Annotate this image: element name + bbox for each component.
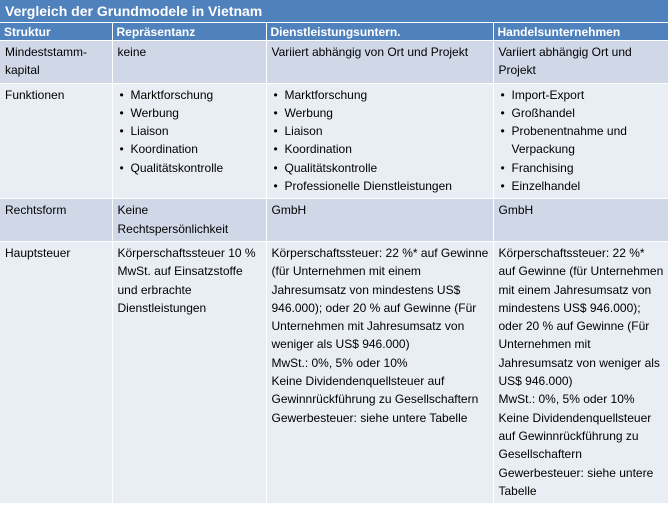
list-item: • Einzelhandel [499, 177, 664, 195]
list-item: • Werbung [118, 104, 262, 122]
cell-rep: Keine Rechtspersönlichkeit [112, 199, 266, 242]
list-item: • Marktforschung [272, 86, 489, 104]
cell-dienst [266, 83, 493, 199]
row-stammkapital [0, 41, 668, 84]
tax-text: MwSt.: 0%, 5% oder 10% [498, 392, 635, 407]
row-label: Hauptsteuer [0, 241, 112, 503]
header-dienstleistung: Dienstleistungsuntern. [266, 23, 493, 41]
row-hauptsteuer [0, 241, 668, 503]
tax-text: MwSt.: 0%, 5% oder 10% [271, 355, 408, 370]
row-funktionen [0, 83, 668, 199]
bullet-list [118, 86, 262, 177]
list-item: • Qualitätskontrolle [272, 159, 489, 177]
cell-dienst: Variiert abhängig von Ort und Projekt [266, 41, 493, 84]
cell-handel [493, 83, 668, 199]
tax-text: Keine Dividendenquellsteuer auf Gewinnrückführung zu Gesellschaftern [498, 410, 652, 462]
bullet-list [272, 86, 489, 196]
header-row [0, 23, 668, 41]
tax-text: Gewerbesteuer: siehe untere Tabelle [271, 410, 468, 425]
row-label: Rechtsform [0, 199, 112, 242]
cell-rep: keine [112, 41, 266, 84]
header-struktur: Struktur [0, 23, 112, 41]
list-item: • Liaison [118, 122, 262, 140]
header-handel: Handelsunternehmen [493, 23, 668, 41]
row-rechtsform [0, 199, 668, 242]
list-item: • Großhandel [499, 104, 664, 122]
tax-text: Körperschaftssteuer: 22 %* auf Gewinne (für Unternehmen mit einem Jahresumsatz von mindestens US$ 946.000); oder 20 % auf Gewinne (Für Unternehmen mit Jahresumsatz von weniger als US$ 946.000) [498, 245, 664, 389]
bullet-list [499, 86, 664, 196]
list-item: • Qualitätskontrolle [118, 159, 262, 177]
tax-text: Körperschaftssteuer: 22 %* auf Gewinne (für Unternehmen mit einem Jahresumsatz von mindestens US$ 946.000); oder 20 % auf Gewinne (Für Unternehmen mit Jahresumsatz von weniger als US$ 946.000) [271, 245, 489, 352]
cell-handel: Variiert abhängig Ort und Projekt [493, 41, 668, 84]
cell-rep: Körperschaftssteuer 10 % MwSt. auf Einsatzstoffe und erbrachte Dienstleistungen [112, 241, 266, 503]
header-repraesentanz: Repräsentanz [112, 23, 266, 41]
row-label: Mindeststamm-kapital [0, 41, 112, 84]
comparison-table [0, 22, 668, 503]
list-item: • Liaison [272, 122, 489, 140]
list-item: • Probenentnahme und Verpackung [499, 122, 664, 159]
row-label: Funktionen [0, 83, 112, 199]
cell-rep [112, 83, 266, 199]
list-item: • Koordination [272, 140, 489, 158]
list-item: • Marktforschung [118, 86, 262, 104]
list-item: • Franchising [499, 159, 664, 177]
cell-dienst: GmbH [266, 199, 493, 242]
list-item: • Koordination [118, 140, 262, 158]
list-item: • Werbung [272, 104, 489, 122]
tax-text: Gewerbesteuer: siehe untere Tabelle [498, 465, 654, 498]
list-item: • Import-Export [499, 86, 664, 104]
cell-dienst [266, 241, 493, 503]
list-item: • Professionelle Dienstleistungen [272, 177, 489, 195]
cell-handel [493, 241, 668, 503]
tax-text: Keine Dividendenquellsteuer auf Gewinnrückführung zu Gesellschaftern [271, 374, 479, 407]
page-title: Vergleich der Grundmodele in Vietnam [0, 0, 668, 22]
cell-handel: GmbH [493, 199, 668, 242]
